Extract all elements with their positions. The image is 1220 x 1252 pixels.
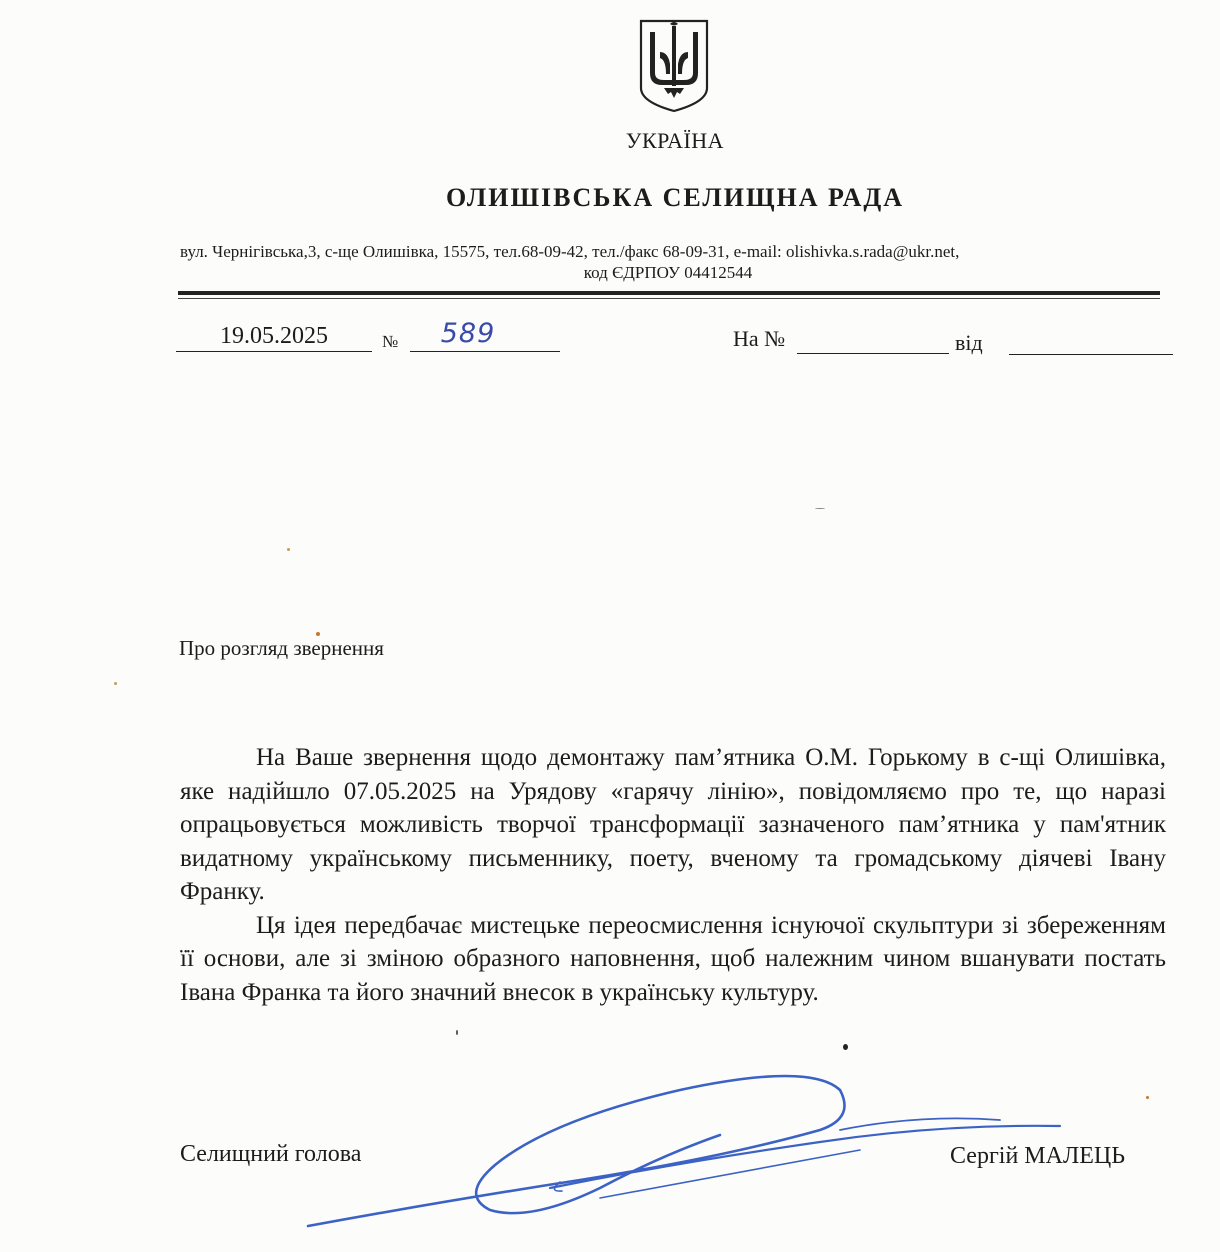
header-divider-thick (178, 291, 1160, 295)
body-paragraph-2: Ця ідея передбачає мистецьке переосмислення існуючої скульптури зі збереженням її основи, але зі зміною образного наповнення, щоб належним чином вшанувати постать Івана Франка та його значний внесок в українську культуру. (180, 911, 1166, 1006)
scan-speck (843, 1044, 848, 1050)
header-divider-thin (178, 298, 1160, 299)
registration-date: 19.05.2025 (176, 323, 372, 352)
handwritten-signature (300, 1060, 1100, 1240)
reply-to-label: На № (733, 326, 786, 351)
signatory-position: Селищний голова (180, 1141, 362, 1167)
scan-speck (1146, 1096, 1149, 1099)
body-paragraph-1: На Ваше звернення щодо демонтажу пам’ятника О.М. Горькому в с-щі Олишівка, яке надійшло 07.05.2025 на Урядову «гарячу лінію», повідомляємо про те, що наразі опрацьовується можливість творчої трансформації зазначеного пам’ятника у пам'ятник видатному українському письменнику, поету, вченому та громадському діячеві Івану Франку. (180, 744, 1166, 905)
signatory-name: Сергій МАЛЕЦЬ (950, 1143, 1126, 1169)
number-sign: № (382, 332, 399, 351)
from-label: від (955, 330, 983, 355)
scan-speck (456, 1030, 458, 1035)
scan-speck (316, 632, 320, 636)
scan-speck (287, 548, 290, 551)
letter-subject: Про розгляд звернення (179, 636, 384, 660)
from-date-line (1009, 354, 1173, 355)
reply-to-number-line (797, 353, 949, 354)
country-heading: УКРАЇНА (625, 128, 725, 153)
council-title: ОЛИШІВСЬКА СЕЛИЩНА РАДА (445, 183, 905, 212)
edrpou-line: код ЄДРПОУ 04412544 (583, 263, 753, 282)
address-line: вул. Чернігівська,3, с-ще Олишівка, 15575, тел.68-09-42, тел./факс 68-09-31, e-mail: olishivka.s.rada@ukr.net, (180, 242, 960, 261)
letter-body (180, 741, 1166, 1009)
registration-number: 589 (410, 318, 560, 352)
scan-speck (114, 682, 117, 685)
coat-of-arms-trident-icon (638, 18, 710, 114)
scan-speck (815, 508, 825, 509)
